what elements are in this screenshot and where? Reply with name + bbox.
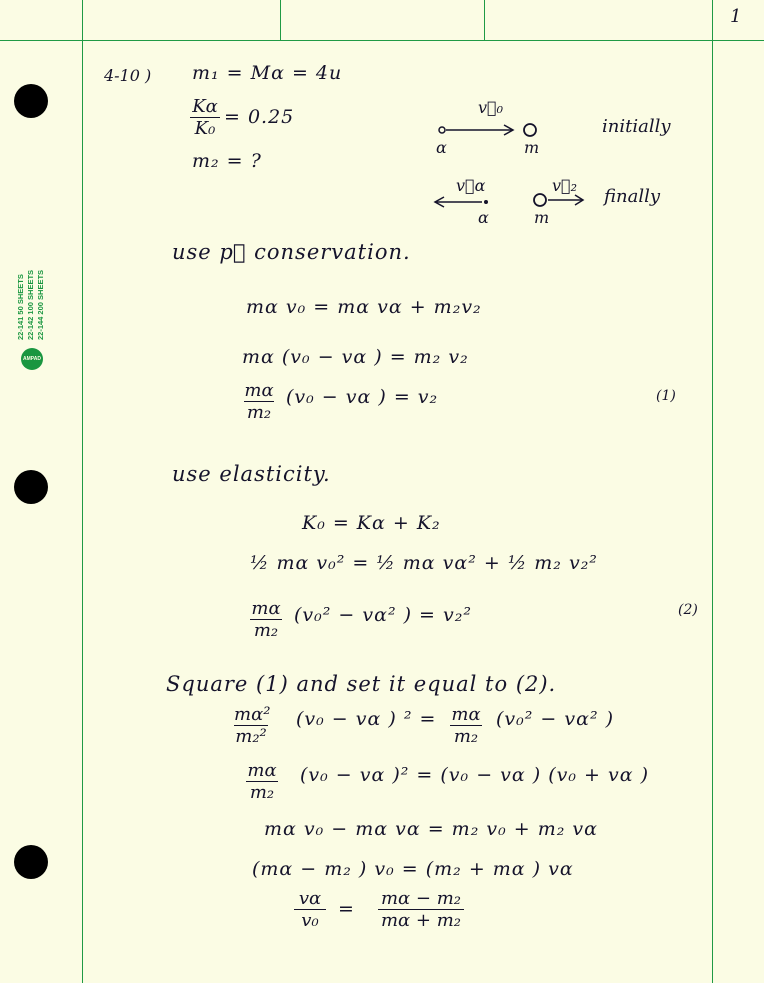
sheet-count-1: 22-141 50 SHEETS [16, 274, 25, 340]
mass-sum: mα + m₂ [378, 909, 464, 931]
v2-label: v⃗₂ [552, 176, 578, 195]
mass-2-squared: m₂² [235, 726, 267, 747]
m-label-initial: m [524, 138, 540, 157]
ratio-denominator: K₀ [190, 117, 220, 139]
alpha-label-initial: α [436, 138, 447, 157]
mass-difference: mα − m₂ [380, 888, 462, 909]
ratio-value: = 0.25 [224, 106, 295, 128]
mass-2: m₂ [450, 725, 482, 747]
binder-hole-middle [14, 470, 48, 504]
result-equals: = [338, 898, 355, 920]
mass-alpha: mα [251, 598, 281, 619]
m-label-final: m [534, 208, 550, 227]
binder-hole-top [14, 84, 48, 118]
initially-label: initially [602, 116, 671, 137]
given-masses: m₁ = Mα = 4u [192, 62, 343, 84]
mass-2: m₂ [250, 619, 282, 641]
header-divider-left [280, 0, 281, 40]
mass-alpha: mα [247, 760, 277, 781]
page-number: 1 [730, 6, 742, 27]
binder-hole-bottom [14, 845, 48, 879]
square-heading: Square (1) and set it equal to (2). [166, 672, 557, 696]
combined-eq-1-fraction-right [450, 704, 482, 747]
v0-label: v⃗₀ [478, 98, 504, 117]
combined-eq-1-fraction-left [234, 704, 271, 747]
mass-alpha-squared: mα² [234, 704, 271, 725]
unknown-mass: m₂ = ? [192, 150, 262, 172]
top-rule [0, 40, 764, 41]
paper-brand-print [16, 236, 46, 346]
v-0: v₀ [294, 909, 326, 931]
equation-tag-2: (2) [678, 602, 698, 618]
momentum-eq-1: mα v₀ = mα vα + m₂v₂ [246, 296, 482, 318]
ratio-numerator: Kα [192, 96, 218, 117]
mass-2: m₂ [244, 401, 274, 423]
elasticity-heading: use elasticity. [172, 462, 331, 486]
right-margin-line [712, 0, 713, 983]
sheet-count-2: 22-142 100 SHEETS [26, 269, 35, 340]
result-lhs-fraction [294, 888, 326, 931]
finally-label: finally [604, 186, 661, 207]
combined-eq-2-fraction [246, 760, 278, 803]
energy-eq-3: (v₀² − vα² ) = v₂² [294, 604, 472, 626]
va-label: v⃗α [456, 176, 486, 195]
left-margin-line [82, 0, 83, 983]
momentum-eq-3-fraction [244, 380, 274, 423]
mass-alpha: mα [244, 380, 274, 401]
collision-diagram [420, 90, 710, 230]
header-divider-right [484, 0, 485, 40]
target-initial [524, 124, 536, 136]
momentum-eq-2: mα (v₀ − vα ) = m₂ v₂ [242, 346, 469, 368]
combined-eq-3: mα v₀ − mα vα = m₂ v₀ + m₂ vα [264, 818, 598, 840]
target-final [534, 194, 546, 206]
problem-label: 4-10 ) [104, 66, 152, 85]
sheet-count-3: 22-144 200 SHEETS [36, 269, 45, 340]
alpha-label-final: α [478, 208, 489, 227]
equation-tag-1: (1) [656, 388, 676, 404]
combined-eq-1-right: (v₀² − vα² ) [496, 708, 615, 730]
mass-2: m₂ [246, 781, 278, 803]
energy-eq-2: ½ mα v₀² = ½ mα vα² + ½ m₂ v₂² [250, 552, 598, 574]
alpha-particle-initial [439, 127, 445, 133]
combined-eq-2: (v₀ − vα )² = (v₀ − vα ) (v₀ + vα ) [300, 764, 649, 786]
result-rhs-fraction [378, 888, 464, 931]
mass-alpha: mα [451, 704, 481, 725]
momentum-eq-3: (v₀ − vα ) = v₂ [286, 386, 439, 408]
ampad-logo: AMPAD [21, 348, 43, 370]
combined-eq-1-middle: (v₀ − vα ) ² = [296, 708, 437, 730]
energy-eq-1: K₀ = Kα + K₂ [302, 512, 441, 534]
given-energy-ratio [190, 96, 220, 139]
alpha-particle-final [484, 200, 488, 204]
v-alpha: vα [298, 888, 322, 909]
momentum-heading: use p⃗ conservation. [172, 240, 411, 264]
energy-eq-3-fraction [250, 598, 282, 641]
combined-eq-4: (mα − m₂ ) v₀ = (m₂ + mα ) vα [252, 858, 574, 880]
